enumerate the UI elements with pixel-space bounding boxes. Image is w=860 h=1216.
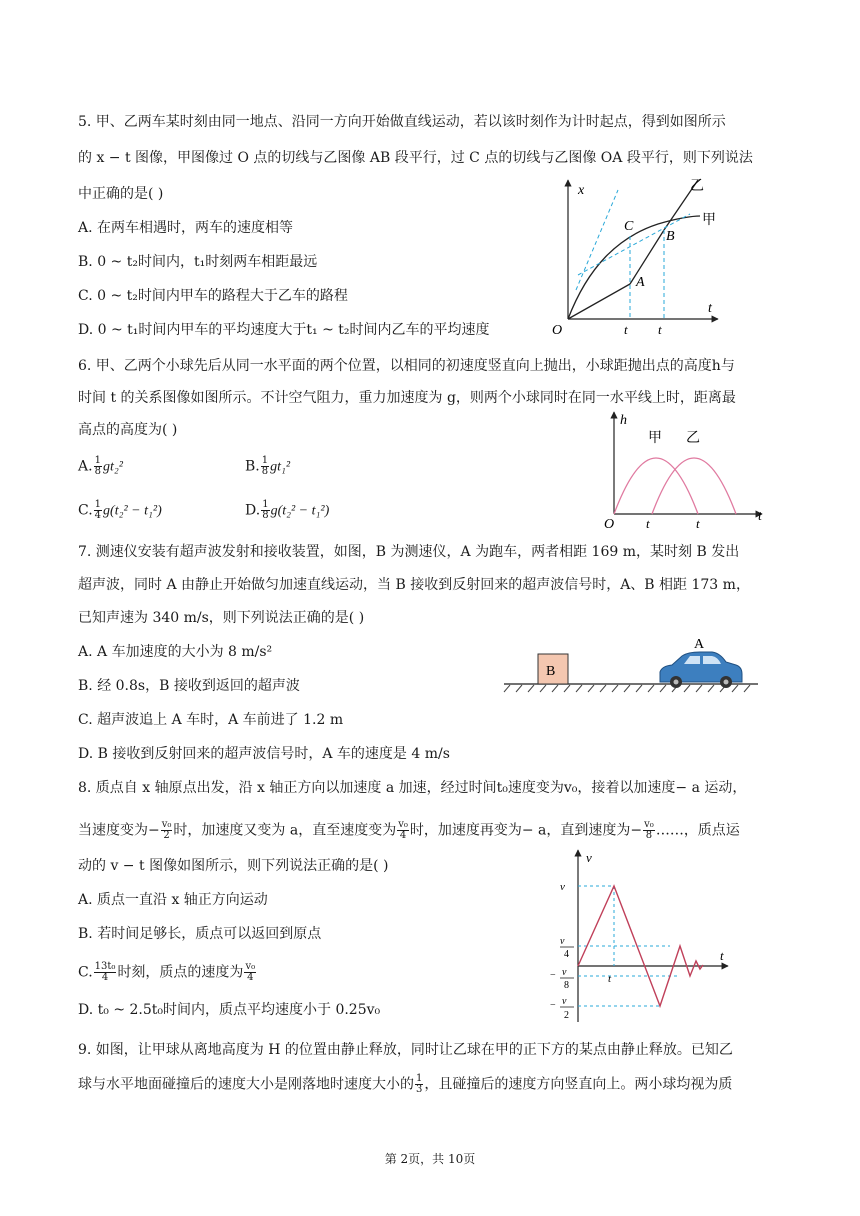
q6-x-axis-label: t	[758, 509, 762, 524]
q5-curve-jia	[568, 216, 700, 319]
q5-option-a[interactable]: A. 在两车相遇时，两车的速度相等	[78, 220, 294, 236]
q7-option-d[interactable]: D. B 接收到反射回来的超声波信号时，A 车的速度是 4 m/s	[78, 746, 450, 762]
svg-text:2: 2	[564, 1010, 569, 1021]
q5-xt-graph	[548, 172, 728, 337]
q7-line-2: 超声波，同时 A 由静止开始做匀加速直线运动，当 B 接收到反射回来的超声波信号时，A、B 相距 173 m，	[78, 577, 750, 593]
q6-label-jia: 甲	[648, 431, 662, 446]
q5-label-jia: 甲	[702, 213, 716, 228]
q6-line-1: 6. 甲、乙两个小球先后从同一水平面的两个位置，以相同的初速度竖直向上抛出，小球距抛出点的高度h与	[78, 358, 735, 374]
q7-box-label: B	[546, 664, 556, 679]
q9-line-2: 球与水平地面碰撞后的速度大小是刚落地时速度大小的 $\frac{1}{3}$ ，且碰撞后的速度方向竖直向上。两小球均视为质	[78, 1073, 733, 1095]
svg-text:v: v	[562, 967, 567, 978]
q7-option-b[interactable]: B. 经 0.8s，B 接收到返回的超声波	[78, 678, 300, 694]
q6-curve-yi	[652, 458, 736, 514]
q8-x-axis-label: t	[720, 948, 724, 963]
q5-tangent-o	[576, 190, 618, 290]
q6-option-c[interactable]: C. $\frac{1}{4}$ g(t₂² − t₁²)	[78, 499, 162, 521]
q5-option-c[interactable]: C. 0 ~ t₂时间内甲车的路程大于乙车的路程	[78, 288, 348, 304]
q5-option-b[interactable]: B. 0 ~ t₂时间内，t₁时刻两车相距最远	[78, 254, 318, 270]
q6-line-2: 时间 t 的关系图像如图所示。不计空气阻力，重力加速度为 g，则两个小球同时在同一水平线上时，距离最	[78, 390, 736, 406]
q5-label-c: C	[624, 219, 634, 234]
q7-line-3: 已知声速为 340 m/s，则下列说法正确的是( )	[78, 610, 365, 626]
q7-option-a[interactable]: A. A 车加速度的大小为 8 m/s²	[78, 644, 273, 660]
q5-line-3: 中正确的是( )	[78, 186, 164, 202]
q6-line-3: 高点的高度为( )	[78, 422, 178, 438]
q8-option-b[interactable]: B. 若时间足够长，质点可以返回到原点	[78, 926, 322, 942]
q6-origin-label: O	[604, 517, 615, 532]
svg-text:4: 4	[564, 949, 569, 960]
page-footer: 第 2页，共 10页	[384, 1152, 476, 1166]
q5-label-b: B	[666, 229, 675, 244]
q5-line-2: 的 x − t 图像，甲图像过 O 点的切线与乙图像 AB 段平行，过 C 点的切线与乙图像 OA 段平行，则下列说法	[78, 150, 753, 166]
q5-y-axis-label: x	[578, 183, 585, 198]
q6-y-axis-label: h	[620, 413, 627, 428]
q8-tick-neg-v0-8: −	[550, 970, 556, 981]
q8-line-3: 动的 v − t 图像如图所示，则下列说法正确的是( )	[78, 858, 389, 874]
svg-text:v: v	[562, 996, 567, 1007]
q6-option-b[interactable]: B. $\frac{1}{8}$ gt₁²	[245, 455, 291, 477]
q6-curve-jia	[614, 458, 698, 514]
q6-ht-graph	[600, 408, 770, 533]
q5-option-d[interactable]: D. 0 ~ t₁时间内甲车的平均速度大于t₁ ~ t₂时间内乙车的平均速度	[78, 322, 490, 338]
q6-option-a[interactable]: A. $\frac{1}{8}$ gt₂²	[78, 455, 123, 477]
q5-origin-label: O	[552, 323, 563, 338]
q8-line-2: 当速度变为− $\frac{\text{v₀}}{2}$ 时，加速度又变为 a，直至速度变为 $\frac{\text{v₀}}{4}$ 时，加速度再变为− a，直到速度为− $\frac{\text{v₀}}{8}$ ……，质点运	[78, 819, 740, 841]
q8-option-d[interactable]: D. t₀ ~ 2.5t₀时间内，质点平均速度小于 0.25v₀	[78, 1002, 381, 1018]
q7-line-1: 7. 测速仪安装有超声波发射和接收装置，如图，B 为测速仪，A 为跑车，两者相距 169 m，某时刻 B 发出	[78, 544, 740, 560]
svg-text:8: 8	[564, 980, 569, 991]
q6-option-d[interactable]: D. $\frac{1}{8}$ g(t₂² − t₁²)	[245, 499, 330, 521]
q7-option-c[interactable]: C. 超声波追上 A 车时，A 车前进了 1.2 m	[78, 712, 344, 728]
q5-curve-yi	[568, 180, 698, 319]
q7-scene	[500, 636, 762, 696]
q6-label-yi: 乙	[686, 431, 700, 446]
q5-line-1: 5. 甲、乙两车某时刻由同一地点、沿同一方向开始做直线运动，若以该时刻作为计时起点，得到如图所示	[78, 114, 726, 130]
q6-tick-t2: t	[696, 516, 700, 531]
q5-label-a: A	[636, 275, 645, 290]
q8-y-axis-label: v	[586, 850, 592, 865]
q8-vt-graph	[550, 846, 740, 1026]
q8-line-1: 8. 质点自 x 轴原点出发，沿 x 轴正方向以加速度 a 加速，经过时间t₀速度变为v₀，接着以加速度− a 运动，	[78, 780, 747, 796]
q8-tick-t0: t	[608, 973, 612, 985]
q8-tick-v0: v	[560, 881, 565, 893]
q6-tick-t1: t	[646, 516, 650, 531]
q8-tick-v0-4: v	[560, 936, 565, 947]
q8-option-c[interactable]: C. $\frac{\text{13t₀}}{4}$ 时刻，质点的速度为 $\frac{\text{v₀}}{4}$	[78, 961, 256, 983]
q5-tick-t2: t	[658, 322, 662, 337]
q5-label-yi: 乙	[690, 179, 704, 194]
q5-x-axis-label: t	[708, 301, 712, 316]
q7-car-a	[660, 652, 742, 688]
q8-option-a[interactable]: A. 质点一直沿 x 轴正方向运动	[78, 892, 268, 908]
q5-tick-t1: t	[624, 322, 628, 337]
q8-tick-neg-v0-2: −	[550, 1000, 556, 1011]
q9-line-1: 9. 如图，让甲球从离地高度为 H 的位置由静止释放，同时让乙球在甲的正下方的某点由静止释放。已知乙	[78, 1042, 733, 1058]
q7-car-label: A	[694, 637, 705, 652]
